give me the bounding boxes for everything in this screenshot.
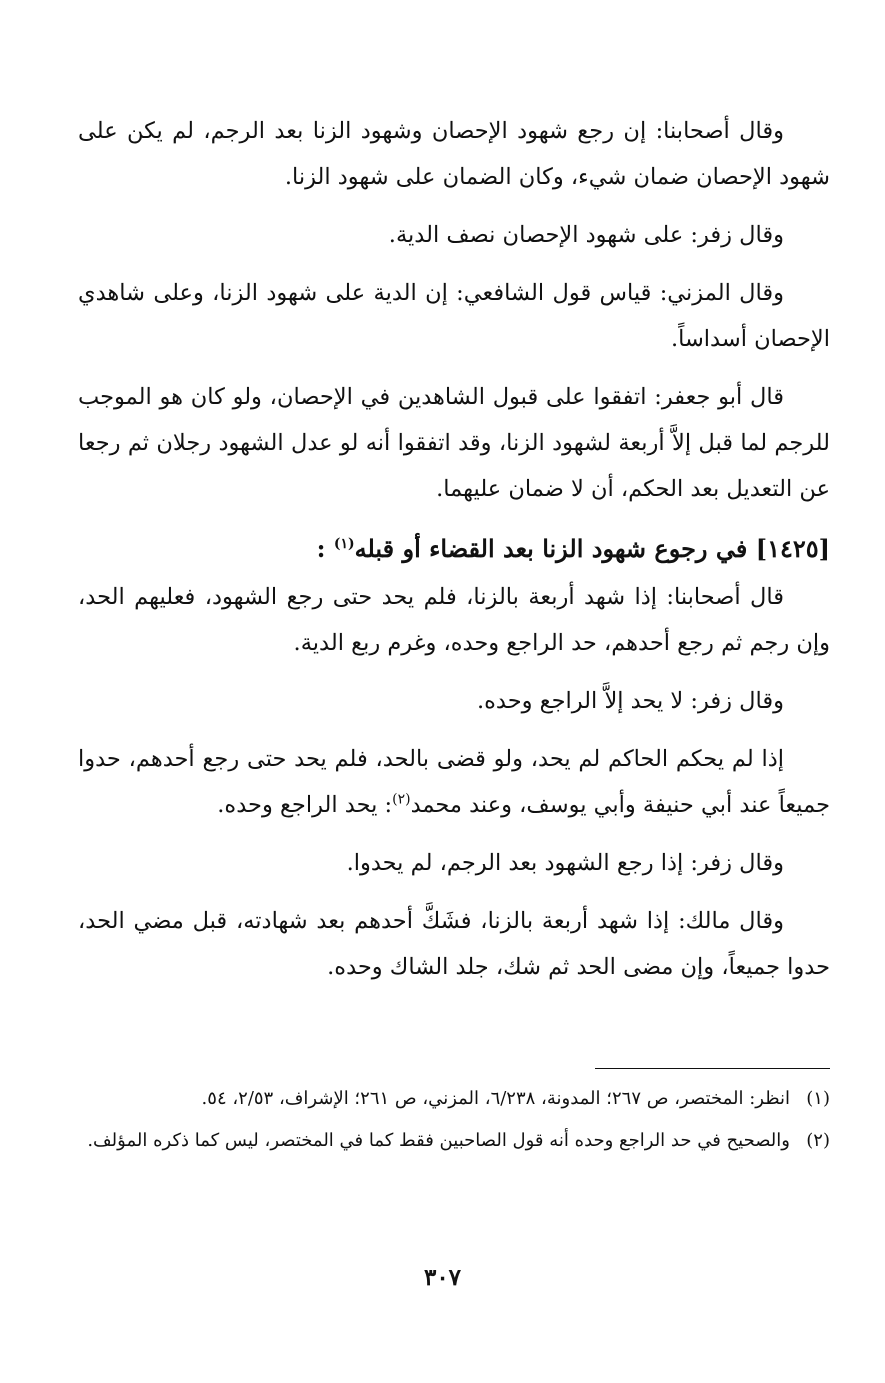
section-paragraph-5: وقال مالك: إذا شهد أربعة بالزنا، فشَكَّ أحدهم بعد شهادته، قبل مضي الحد، حدوا جميعاً، وإن مضى الحد ثم شك، جلد الشاك وحده. (78, 908, 830, 980)
section-heading (78, 526, 830, 572)
footnote-2-text: والصحيح في حد الراجع وحده أنه قول الصاحبين فقط كما في المختصر، ليس كما ذكره المؤلف. (87, 1130, 790, 1151)
footnote-1-number: (١) (806, 1088, 830, 1109)
footnote-ref-2[interactable]: (٢) (392, 791, 411, 808)
section-paragraph-4: وقال زفر: إذا رجع الشهود بعد الرجم، لم يحدوا. (346, 850, 784, 876)
section-paragraph-3-text-b: : يحد الراجع وحده. (217, 792, 393, 818)
section-paragraph-1: قال أصحابنا: إذا شهد أربعة بالزنا، فلم يحد حتى رجع الشهود، فعليهم الحد، وإن رجم ثم رجع أحدهم، حد الراجع وحده، وغرم ربع الدية. (78, 584, 830, 656)
paragraph-2: وقال زفر: على شهود الإحصان نصف الدية. (388, 222, 784, 248)
footnote-1 (78, 1084, 830, 1114)
section-paragraph-3 (78, 736, 830, 828)
footnote-2-number: (٢) (806, 1130, 830, 1151)
footnote-ref-1[interactable]: (١) (333, 536, 355, 552)
section-title: في رجوع شهود الزنا بعد القضاء أو قبله (354, 534, 748, 563)
footnotes (78, 1084, 830, 1168)
paragraph-3: وقال المزني: قياس قول الشافعي: إن الدية على شهود الزنا، وعلى شاهدي الإحصان أسداساً. (78, 280, 830, 352)
paragraph-1: وقال أصحابنا: إن رجع شهود الإحصان وشهود الزنا بعد الرجم، لم يكن على شهود الإحصان ضمان شيء، وكان الضمان على شهود الزنا. (78, 118, 830, 190)
section-paragraph-2: وقال زفر: لا يحد إلاَّ الراجع وحده. (476, 688, 784, 714)
footnote-1-text: انظر: المختصر، ص ٢٦٧؛ المدونة، ٦/٢٣٨، المزني، ص ٢٦١؛ الإشراف، ٢/٥٣، ٥٤. (201, 1088, 790, 1109)
main-text (78, 108, 830, 990)
section-paragraph-3-text-a: إذا لم يحكم الحاكم لم يحد، ولو قضى بالحد، فلم يحد حتى رجع أحدهم، حدوا جميعاً عند أبي حنيفة وأبي يوسف، وعند محمد (78, 746, 830, 818)
footnote-divider (595, 1068, 830, 1069)
section-number: [١٤٢٥] (755, 534, 830, 563)
paragraph-4: قال أبو جعفر: اتفقوا على قبول الشاهدين في الإحصان، ولو كان هو الموجب للرجم لما قبل إلاَّ أربعة لشهود الزنا، وقد اتفقوا أنه لو عدل الشهود رجلان ثم رجعا عن التعديل بعد الحكم، أن لا ضمان عليهما. (78, 384, 830, 502)
page-number: ٣٠٧ (423, 1264, 462, 1291)
heading-colon: : (316, 534, 326, 563)
footnote-2 (78, 1126, 830, 1156)
